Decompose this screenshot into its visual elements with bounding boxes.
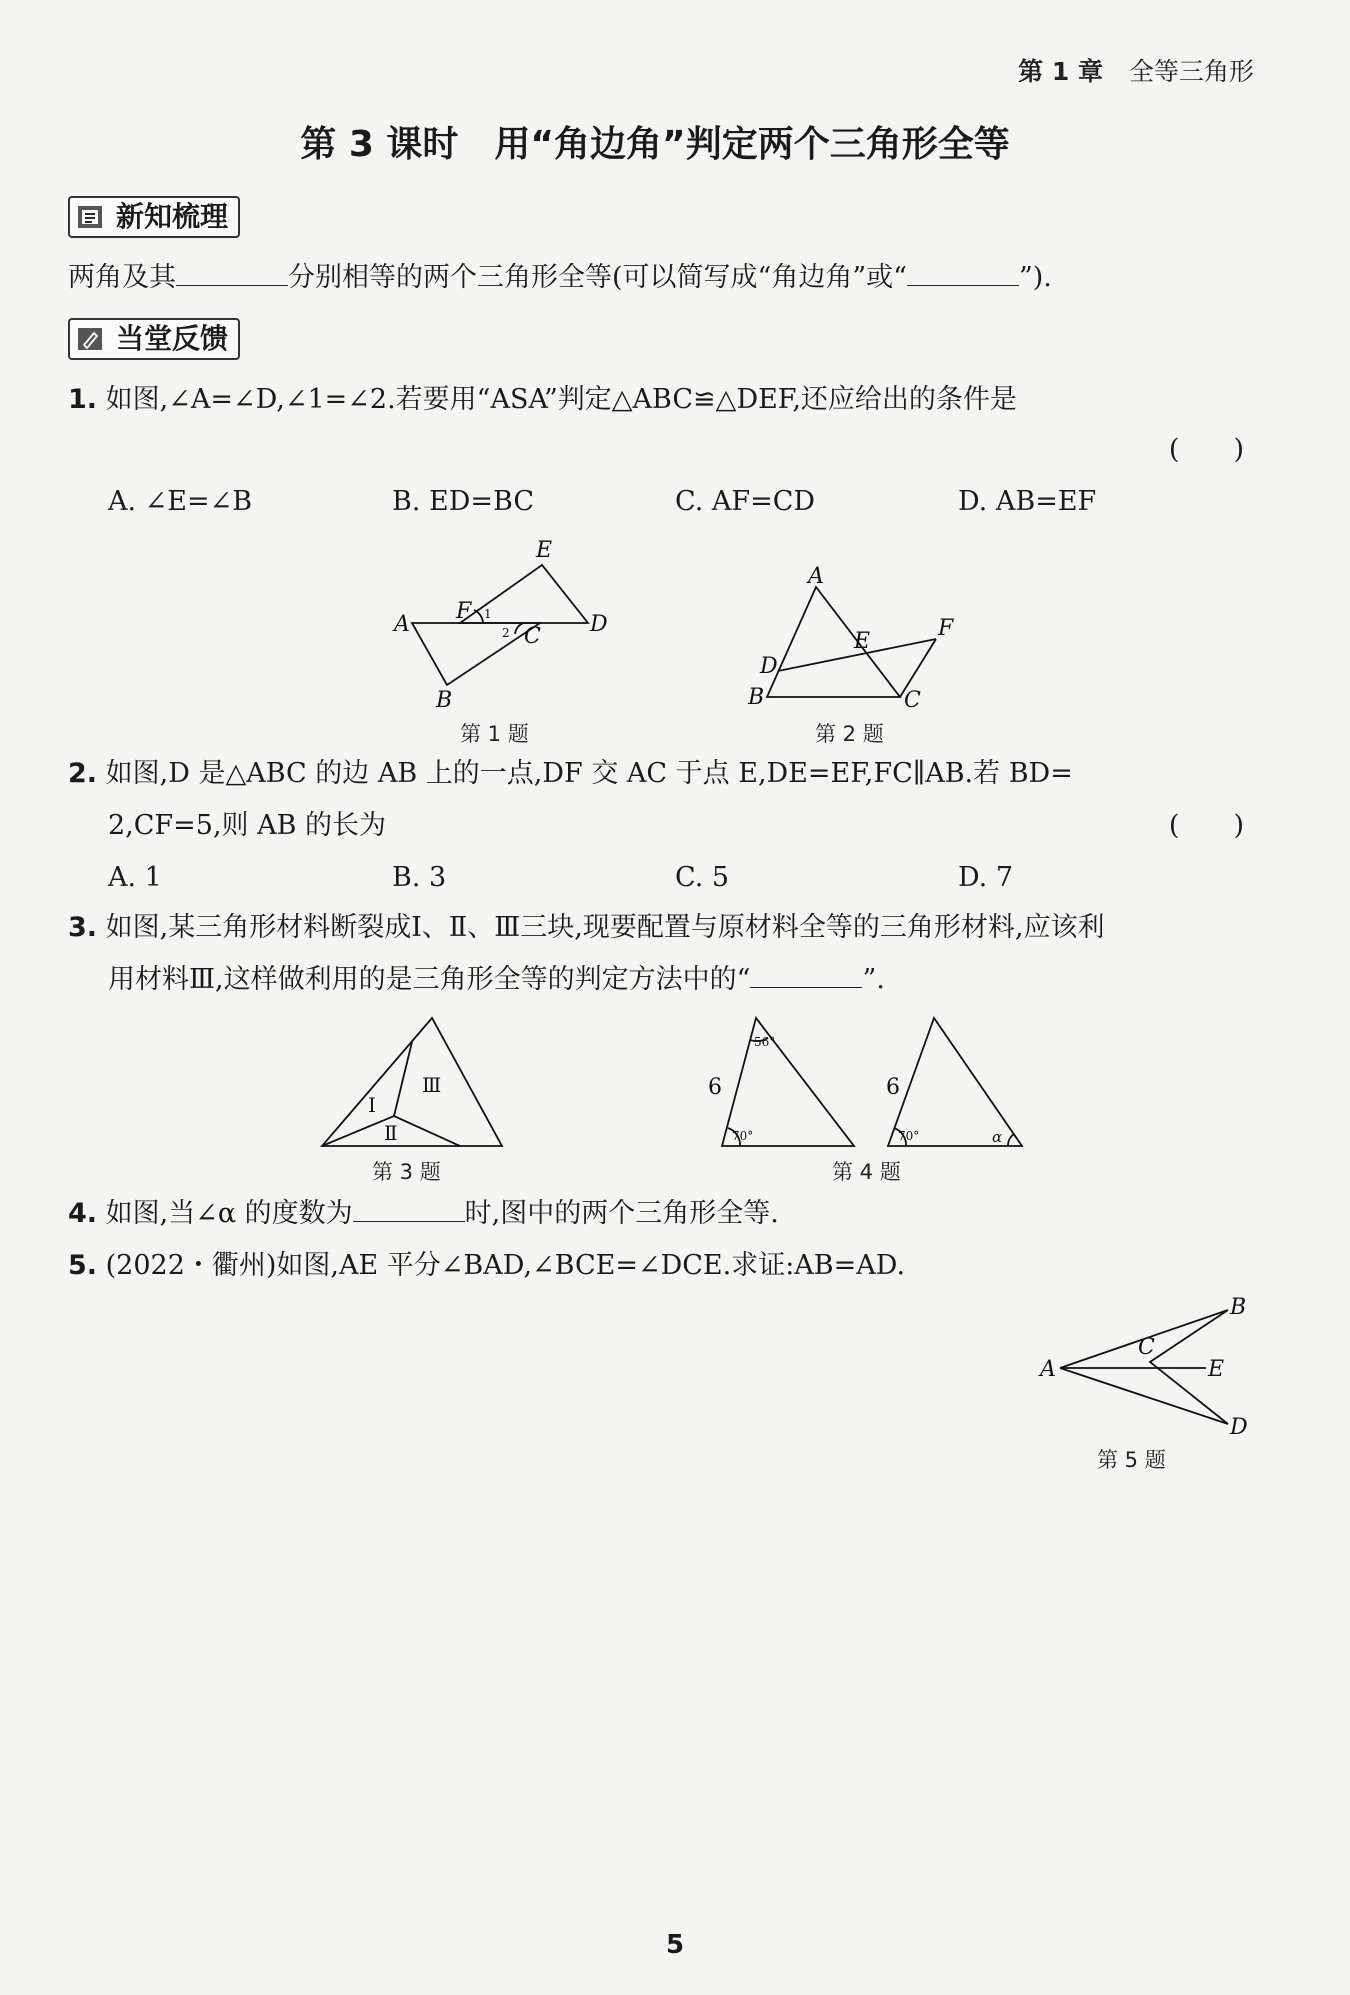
piece-3-label: Ⅲ	[422, 1073, 442, 1097]
label-f: F	[938, 616, 954, 641]
label-d: D	[590, 612, 608, 637]
left-side-label: 6	[708, 1075, 722, 1100]
lesson-title: 第 3 课时 用“角边角”判定两个三角形全等	[300, 124, 1010, 165]
knowledge-statement	[68, 258, 1052, 298]
question-number: 5.	[68, 1250, 98, 1281]
question-number: 4.	[68, 1198, 98, 1229]
label-e: E	[854, 629, 871, 654]
answer-paren[interactable]: ( )	[1168, 810, 1244, 841]
figure-5	[1030, 1290, 1250, 1440]
label-c: C	[904, 688, 921, 713]
section-label: 当堂反馈	[116, 322, 229, 355]
figure-3	[318, 1012, 506, 1152]
question-number: 3.	[68, 912, 98, 943]
figure-3-caption: 第 3 题	[372, 1160, 441, 1184]
segment-ad	[1060, 1368, 1228, 1424]
question-text: 如图,∠A=∠D,∠1=∠2.若要用“ASA”判定△ABC≌△DEF,还应给出的条件是	[105, 384, 1017, 415]
question-text-line2b: ”.	[862, 964, 885, 995]
knowledge-part3: ”).	[1018, 262, 1052, 293]
label-b: B	[1230, 1295, 1247, 1320]
label-e: E	[1208, 1357, 1225, 1382]
option-d[interactable]: D. AB=EF	[958, 486, 1097, 517]
question-1	[68, 380, 1017, 420]
label-a: A	[808, 565, 824, 589]
section-label: 新知梳理	[116, 200, 229, 233]
chapter-title: 全等三角形	[1128, 57, 1254, 86]
label-a: A	[394, 612, 410, 637]
label-b: B	[748, 685, 765, 710]
page-number: 5	[665, 1930, 685, 1960]
angle-2-label: 2	[502, 626, 510, 640]
knowledge-part2: 分别相等的两个三角形全等(可以简写成“角边角”或“	[288, 262, 907, 293]
question-number: 2.	[68, 758, 98, 789]
option-b[interactable]: B. 3	[392, 862, 447, 893]
label-c: C	[1138, 1335, 1155, 1360]
answer-blank[interactable]	[353, 1195, 465, 1222]
question-text-part2: 时,图中的两个三角形全等.	[464, 1198, 779, 1229]
figure-5-caption: 第 5 题	[1097, 1448, 1166, 1472]
knowledge-part1: 两角及其	[68, 262, 176, 293]
angle-1-label: 1	[484, 607, 492, 621]
section-new-knowledge	[68, 196, 240, 238]
right-side-label: 6	[886, 1075, 900, 1100]
label-b: B	[436, 688, 453, 713]
section-feedback	[68, 318, 240, 360]
left-triangle	[722, 1018, 854, 1146]
label-e: E	[536, 538, 553, 563]
option-a[interactable]: A. 1	[108, 862, 162, 893]
triangle-abc	[767, 587, 900, 697]
answer-blank[interactable]	[750, 961, 862, 988]
top-angle-label: 56°	[754, 1035, 776, 1049]
question-text-line2: 2,CF=5,则 AB 的长为	[108, 810, 387, 841]
option-c[interactable]: C. 5	[675, 862, 730, 893]
label-a: A	[1040, 1357, 1056, 1382]
question-text-part1: 如图,当∠α 的度数为	[105, 1198, 353, 1229]
question-text-line2a: 用材料Ⅲ,这样做利用的是三角形全等的判定方法中的“	[108, 964, 751, 995]
question-text-line1: 如图,D 是△ABC 的边 AB 上的一点,DF 交 AC 于点 E,DE=EF,FC∥AB.若 BD=	[105, 758, 1073, 789]
option-b[interactable]: B. ED=BC	[392, 486, 534, 517]
figure-1	[390, 530, 620, 715]
chapter-number: 第 1 章	[1018, 57, 1103, 86]
label-d: D	[1230, 1415, 1248, 1440]
label-d: D	[760, 654, 778, 679]
question-5	[68, 1246, 905, 1286]
question-3	[68, 908, 1104, 948]
running-header	[1018, 52, 1254, 88]
angle-2-arc	[515, 623, 523, 634]
book-icon	[76, 203, 104, 231]
triangle-abc	[412, 623, 540, 685]
label-c: C	[524, 624, 541, 649]
figure-2-caption: 第 2 题	[815, 722, 884, 746]
answer-blank[interactable]	[907, 259, 1019, 286]
option-a[interactable]: A. ∠E=∠B	[108, 486, 253, 517]
figure-1-caption: 第 1 题	[460, 722, 529, 746]
question-2	[68, 754, 1073, 794]
pencil-note-icon	[76, 325, 104, 353]
label-f: F	[456, 599, 472, 624]
original-triangle	[322, 1018, 502, 1146]
answer-blank[interactable]	[176, 259, 288, 286]
piece-1-label: Ⅰ	[368, 1093, 376, 1117]
question-text-line1: 如图,某三角形材料断裂成Ⅰ、Ⅱ、Ⅲ三块,现要配置与原材料全等的三角形材料,应该利	[105, 912, 1105, 943]
figure-4	[708, 1010, 1028, 1152]
figure-2	[740, 565, 960, 715]
piece-2-label: Ⅱ	[384, 1121, 398, 1145]
right-base-angle-label: 70°	[898, 1129, 920, 1143]
question-4	[68, 1194, 779, 1234]
right-triangle	[888, 1018, 1022, 1146]
option-c[interactable]: C. AF=CD	[675, 486, 816, 517]
figure-4-caption: 第 4 题	[832, 1160, 901, 1184]
question-number: 1.	[68, 384, 98, 415]
left-base-angle-label: 70°	[732, 1129, 754, 1143]
answer-paren[interactable]: ( )	[1168, 434, 1244, 465]
question-3-line2	[108, 960, 885, 1000]
option-d[interactable]: D. 7	[958, 862, 1014, 893]
question-text: (2022・衢州)如图,AE 平分∠BAD,∠BCE=∠DCE.求证:AB=AD.	[105, 1250, 906, 1281]
alpha-label: α	[992, 1128, 1003, 1146]
alpha-arc	[1008, 1134, 1014, 1146]
